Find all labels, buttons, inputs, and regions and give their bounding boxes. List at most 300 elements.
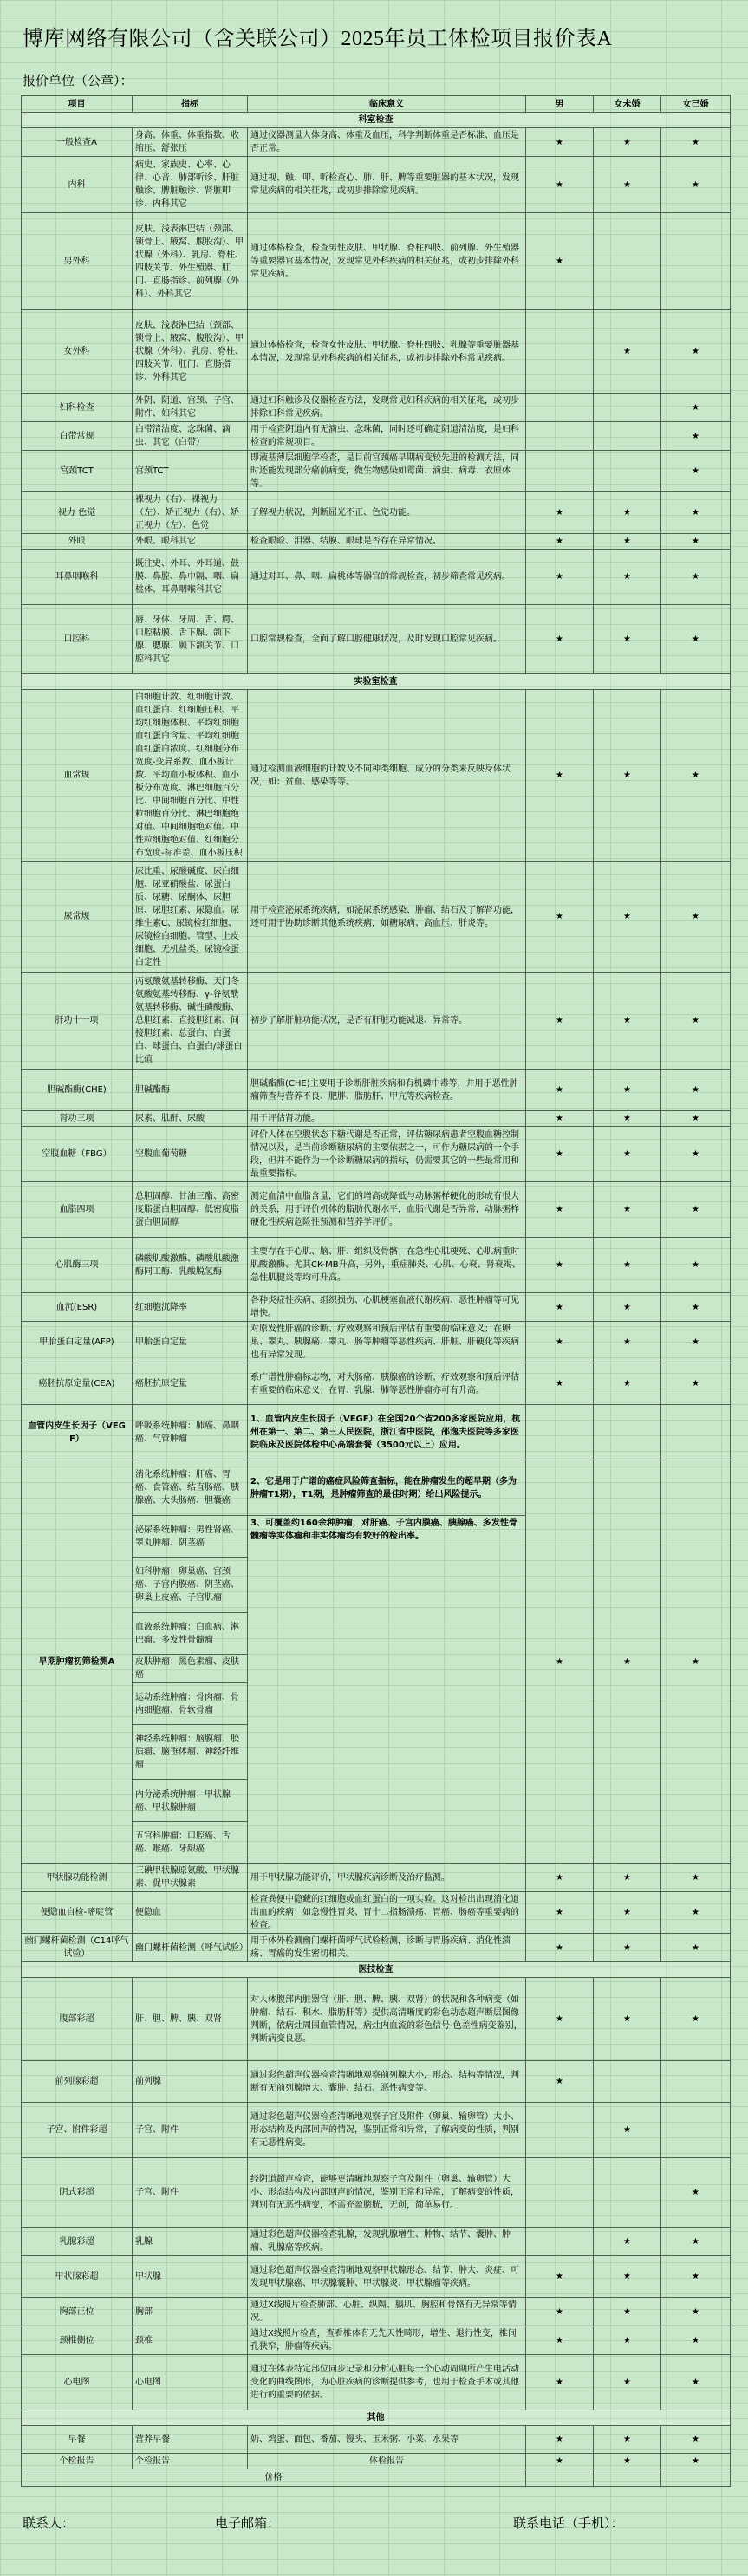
included-mark: ★ xyxy=(661,973,731,1070)
included-mark: ★ xyxy=(594,605,661,674)
item-cell: 白带常规 xyxy=(22,422,133,451)
included-mark: ★ xyxy=(526,1238,594,1293)
included-mark: ★ xyxy=(661,2426,731,2454)
included-mark: ★ xyxy=(594,1070,661,1111)
meaning-cell: 通过妇科触诊及仪器检查方法，发现常见妇科疾病的相关征兆，或初步排除妇科常见疾病。 xyxy=(248,394,526,422)
included-mark: ★ xyxy=(526,1127,594,1182)
included-mark: ★ xyxy=(594,1460,661,1864)
indicator-cell: 白带清洁度、念珠菌、滴虫、其它（白带） xyxy=(133,422,248,451)
item-cell: 视力 色觉 xyxy=(22,492,133,534)
empty-cell xyxy=(594,451,661,492)
table-row xyxy=(22,2410,731,2426)
included-mark: ★ xyxy=(526,2256,594,2298)
indicator-cell: 血液系统肿瘤：白血病、淋巴瘤、多发性骨髓瘤 xyxy=(133,1613,248,1655)
meaning-cell: 通过X线照片检查肺部、心脏、纵隔、膈肌、胸腔和骨骼有无异常等情况。 xyxy=(248,2298,526,2326)
item-cell: 早餐 xyxy=(22,2426,133,2454)
included-mark: ★ xyxy=(661,1182,731,1238)
indicator-cell: 乳腺 xyxy=(133,2228,248,2256)
price-female-married xyxy=(661,2469,731,2487)
included-mark: ★ xyxy=(661,394,731,422)
included-mark: ★ xyxy=(526,1934,594,1962)
contact-person-label: 联系人： xyxy=(23,2517,75,2531)
phone-label: 联系电话（手机）： xyxy=(513,2517,624,2531)
table-row xyxy=(22,1127,731,1182)
included-mark: ★ xyxy=(526,2061,594,2103)
table-row xyxy=(22,2103,731,2158)
price-table xyxy=(21,95,731,2487)
indicator-cell: 总胆固醇、甘油三酯、高密度脂蛋白胆固醇、低密度脂蛋白胆固醇 xyxy=(133,1182,248,1238)
included-mark: ★ xyxy=(661,1934,731,1962)
item-cell: 胆碱酯酶(CHE) xyxy=(22,1070,133,1111)
included-mark: ★ xyxy=(594,1293,661,1322)
table-row xyxy=(22,973,731,1070)
included-mark: ★ xyxy=(661,157,731,213)
indicator-cell: 病史、家族史、心率、心律、心音、肺部听诊、肝脏触诊、脾脏触诊、肾脏叩诊、内科其它 xyxy=(133,157,248,213)
included-mark: ★ xyxy=(526,973,594,1070)
included-mark: ★ xyxy=(594,973,661,1070)
table-row xyxy=(22,1460,731,1516)
meaning-cell: 口腔常规检查，全面了解口腔健康状况，及时发现口腔常见疾病。 xyxy=(248,605,526,674)
table-row xyxy=(22,1405,731,1460)
empty-cell xyxy=(594,422,661,451)
included-mark: ★ xyxy=(661,1460,731,1864)
indicator-cell: 磷酸肌酸激酶、磷酸肌酸激酶同工酶、乳酸脱氢酶 xyxy=(133,1238,248,1293)
included-mark: ★ xyxy=(526,128,594,157)
meaning-cell: 通过对耳、鼻、咽、扁桃体等器官的常规检查，初步筛查常见疾病。 xyxy=(248,550,526,605)
indicator-cell: 五官科肿瘤：口腔癌、舌癌、喉癌、牙龈癌 xyxy=(133,1822,248,1864)
table-row xyxy=(22,1111,731,1127)
table-row xyxy=(22,1892,731,1934)
meaning-cell: 用于体外检测幽门螺杆菌呼气试验检测，诊断与胃肠疾病、消化性溃疡、胃癌的发生密切相关。 xyxy=(248,1934,526,1962)
meaning-cell: 通过彩色超声仪器检查清晰地观察前列腺大小，形态、结构等情况，判断有无前列腺增大、囊肿、结石、恶性病变等。 xyxy=(248,2061,526,2103)
indicator-cell: 子宫、附件 xyxy=(133,2158,248,2228)
included-mark: ★ xyxy=(594,690,661,862)
empty-cell xyxy=(526,451,594,492)
included-mark: ★ xyxy=(594,862,661,973)
empty-cell xyxy=(594,394,661,422)
table-row xyxy=(22,2454,731,2469)
included-mark: ★ xyxy=(526,2355,594,2410)
included-mark: ★ xyxy=(661,550,731,605)
included-mark: ★ xyxy=(594,1363,661,1405)
empty-cell xyxy=(661,2103,731,2158)
included-mark: ★ xyxy=(661,128,731,157)
item-cell: 耳鼻咽喉科 xyxy=(22,550,133,605)
indicator-cell: 消化系统肿瘤：肝癌、胃癌、食管癌、结直肠癌、胰腺癌、大头肠癌、胆囊癌 xyxy=(133,1460,248,1516)
table-row xyxy=(22,1978,731,2061)
indicator-cell: 皮肤、浅表淋巴结（颈部、锁骨上、腋窝、腹股沟）、甲状腺（外科）、乳房、脊柱、四肢关节、外生殖器、肛门、直肠指诊、前列腺（外科）、外科其它 xyxy=(133,213,248,310)
indicator-cell: 营养早餐 xyxy=(133,2426,248,2454)
included-mark: ★ xyxy=(661,1111,731,1127)
meaning-cell: 系广谱性肿瘤标志物，对大肠癌、胰腺癌的诊断、疗效观察和预后评估有重要的临床意义；在胃、乳腺、肺等恶性肿瘤亦可有升高。 xyxy=(248,1363,526,1405)
included-mark: ★ xyxy=(594,2454,661,2469)
included-mark: ★ xyxy=(594,1864,661,1892)
included-mark: ★ xyxy=(661,1892,731,1934)
table-row xyxy=(22,2158,731,2228)
indicator-cell: 胸部 xyxy=(133,2298,248,2326)
table-row xyxy=(22,674,731,690)
included-mark: ★ xyxy=(526,2326,594,2355)
table-row xyxy=(22,492,731,534)
email-label: 电子邮箱： xyxy=(215,2517,281,2531)
indicator-cell: 皮肤肿瘤：黑色素瘤、皮肤癌 xyxy=(133,1655,248,1683)
item-cell: 宫颈TCT xyxy=(22,451,133,492)
section-title: 科室检查 xyxy=(22,113,731,128)
meaning-cell: 通过检测血液细胞的计数及不同种类细胞、成分的分类来反映身体状况，如：贫血、感染等等。 xyxy=(248,690,526,862)
item-cell: 子宫、附件彩超 xyxy=(22,2103,133,2158)
included-mark: ★ xyxy=(661,1864,731,1892)
included-mark: ★ xyxy=(661,862,731,973)
meaning-cell: 1、血管内皮生长因子（VEGF）在全国20个省200多家医院应用，杭州在第一、第二、第三人民医院，浙江省中医院，邵逸夫医院等多家医院临床及医院体检中心高端套餐（3500元以上）应用。 xyxy=(248,1405,526,1460)
included-mark: ★ xyxy=(526,213,594,310)
item-cell: 男外科 xyxy=(22,213,133,310)
meaning-cell: 通过视、触、叩、听检查心、肺、肝、脾等重要脏器的基本状况，发现常见疾病的相关征兆，或初步排除常见疾病。 xyxy=(248,157,526,213)
meaning-cell: 通过彩色超声仪器检查清晰地观察子宫及附件（卵巢、输卵管）大小、形态结构及内部回声的情况，鉴别正常和异常，了解病变的性质，判别有无恶性病变。 xyxy=(248,2103,526,2158)
indicator-cell: 白细胞计数、红细胞计数、血红蛋白、红细胞压积、平均红细胞体积、平均红细胞血红蛋白含量、平均红细胞血红蛋白浓度、红细胞分布宽度-变异系数、血小板计数、平均血小板体积、血小板分布宽度、淋巴细胞百分比、中间细胞百分比、中性粒细胞百分比、淋巴细胞绝对值、中间细胞绝对值、中性粒细胞绝对值、红细胞分布宽度-标准差、血小板压积 xyxy=(133,690,248,862)
included-mark: ★ xyxy=(594,2103,661,2158)
item-cell: 尿常规 xyxy=(22,862,133,973)
table-row xyxy=(22,2061,731,2103)
empty-cell xyxy=(526,1405,594,1460)
indicator-cell: 裸视力（右）、裸视力（左）、矫正视力（右）、矫正视力（左）、色觉 xyxy=(133,492,248,534)
section-title: 实验室检查 xyxy=(22,674,731,690)
included-mark: ★ xyxy=(594,1322,661,1363)
item-cell: 乳腺彩超 xyxy=(22,2228,133,2256)
included-mark: ★ xyxy=(661,451,731,492)
table-row xyxy=(22,2298,731,2326)
empty-cell xyxy=(526,2158,594,2228)
included-mark: ★ xyxy=(594,2256,661,2298)
included-mark: ★ xyxy=(661,2256,731,2298)
included-mark: ★ xyxy=(594,492,661,534)
table-row xyxy=(22,1363,731,1405)
table-row xyxy=(22,605,731,674)
item-cell: 血脂四项 xyxy=(22,1182,133,1238)
indicator-cell: 外阴、阴道、宫颈、子宫、附件、妇科其它 xyxy=(133,394,248,422)
included-mark: ★ xyxy=(594,1892,661,1934)
meaning-cell: 检查眼睑、泪器、结膜、眼球是否存在异常情况。 xyxy=(248,534,526,550)
included-mark: ★ xyxy=(594,2298,661,2326)
section-title: 医技检查 xyxy=(22,1962,731,1978)
item-cell: 癌胚抗原定量(CEA) xyxy=(22,1363,133,1405)
included-mark: ★ xyxy=(661,2298,731,2326)
included-mark: ★ xyxy=(661,1127,731,1182)
table-row xyxy=(22,1864,731,1892)
included-mark: ★ xyxy=(661,1070,731,1111)
item-cell: 甲状腺彩超 xyxy=(22,2256,133,2298)
meaning-cell: 即液基薄层细胞学检查，是目前宫颈癌早期病变较先进的检测方法，同时还能发现部分癌前病变，微生物感染如霉菌、滴虫、病毒、衣原体等。 xyxy=(248,451,526,492)
included-mark: ★ xyxy=(526,2454,594,2469)
table-row xyxy=(22,1934,731,1962)
meaning-cell: 胆碱酯酶(CHE)主要用于诊断肝脏疾病和有机磷中毒等，并用于恶性肿瘤筛查与营养不良、肥胖、脂肪肝、甲亢等疾病检查。 xyxy=(248,1070,526,1111)
document-title: 博库网络有限公司（含关联公司）2025年员工体检项目报价表A xyxy=(23,28,613,50)
price-label: 价格 xyxy=(22,2469,526,2487)
meaning-cell: 了解视力状况，判断屈光不正、色觉功能。 xyxy=(248,492,526,534)
included-mark: ★ xyxy=(661,690,731,862)
item-cell: 心肌酶三项 xyxy=(22,1238,133,1293)
indicator-cell: 丙氨酸氨基转移酶、天门冬氨酸氨基转移酶、γ-谷氨酰氨基转移酶、碱性磷酸酶、总胆红素、直接胆红素、间接胆红素、总蛋白、白蛋白、球蛋白、白蛋白/球蛋白比值 xyxy=(133,973,248,1070)
included-mark: ★ xyxy=(594,550,661,605)
indicator-cell: 心电图 xyxy=(133,2355,248,2410)
item-cell: 内科 xyxy=(22,157,133,213)
meaning-cell: 评价人体在空腹状态下糖代谢是否正常，评估糖尿病患者空腹血糖控制情况以及，是当前诊断糖尿病的主要依据之一，可作为糖尿病的一个手段，但并不能作为一个诊断糖尿病的指标，仍需要其它的一些最常用和最重要指标。 xyxy=(248,1127,526,1182)
indicator-cell: 外眼、眼科其它 xyxy=(133,534,248,550)
meaning-cell: 经阴道超声检查，能够更清晰地观察子宫及附件（卵巢、输卵管）大小、形态结构及内部回声的情况，鉴别正常和异常，了解病变的性质，判别有无恶性病变，不需充盈膀胱，无创，简单易行。 xyxy=(248,2158,526,2228)
included-mark: ★ xyxy=(594,1978,661,2061)
empty-cell xyxy=(594,2158,661,2228)
included-mark: ★ xyxy=(526,862,594,973)
table-row xyxy=(22,310,731,394)
meaning-cell: 用于甲状腺功能评价，甲状腺疾病诊断及治疗监测。 xyxy=(248,1864,526,1892)
table-row xyxy=(22,128,731,157)
indicator-cell: 皮肤、浅表淋巴结（颈部、锁骨上、腋窝、腹股沟）、甲状腺（外科）、乳房、脊柱、四肢关节、肛门、直肠指诊、外科其它 xyxy=(133,310,248,394)
indicator-cell: 红细胞沉降率 xyxy=(133,1293,248,1322)
header-female-unmarried: 女未婚 xyxy=(594,96,661,113)
header-male: 男 xyxy=(526,96,594,113)
included-mark: ★ xyxy=(526,1892,594,1934)
empty-cell xyxy=(661,213,731,310)
indicator-cell: 个检报告 xyxy=(133,2454,248,2469)
empty-cell xyxy=(526,2103,594,2158)
included-mark: ★ xyxy=(661,422,731,451)
header-row xyxy=(22,96,731,113)
table-row xyxy=(22,213,731,310)
item-cell: 口腔科 xyxy=(22,605,133,674)
price-row xyxy=(22,2469,731,2487)
item-cell: 血常规 xyxy=(22,690,133,862)
indicator-cell: 子宫、附件 xyxy=(133,2103,248,2158)
empty-cell xyxy=(661,2061,731,2103)
meaning-cell: 通过在体表特定部位同步记录和分析心脏每一个心动周期所产生电活动变化的曲线图形，为心脏疾病的诊断提供参考，也用于检查手术或其他进行的重要的依据。 xyxy=(248,2355,526,2410)
table-row xyxy=(22,394,731,422)
header-indicator: 指标 xyxy=(133,96,248,113)
indicator-cell: 甲状腺 xyxy=(133,2256,248,2298)
meaning-cell: 通过彩色超声仪器检查乳腺，发现乳腺增生、肿物、结节、囊肿、肿瘤、乳腺癌等疾病。 xyxy=(248,2228,526,2256)
table-row xyxy=(22,1070,731,1111)
table-row xyxy=(22,2256,731,2298)
included-mark: ★ xyxy=(526,1363,594,1405)
included-mark: ★ xyxy=(526,1111,594,1127)
meaning-cell: 初步了解肝脏功能状况，是否有肝脏功能减退、异常等。 xyxy=(248,973,526,1070)
indicator-cell: 唇、牙体、牙周、舌、腭、口腔粘膜、舌下腺、颌下腺、腮腺、颞下颌关节、口腔科其它 xyxy=(133,605,248,674)
indicator-cell: 甲胎蛋白定量 xyxy=(133,1322,248,1363)
included-mark: ★ xyxy=(661,1293,731,1322)
header-female-married: 女已婚 xyxy=(661,96,731,113)
included-mark: ★ xyxy=(594,128,661,157)
included-mark: ★ xyxy=(661,1238,731,1293)
empty-cell xyxy=(526,422,594,451)
included-mark: ★ xyxy=(526,1293,594,1322)
indicator-cell: 尿比重、尿酸碱度、尿白细胞、尿亚硝酸盐、尿蛋白质、尿糖、尿酮体、尿胆原、尿胆红素、尿隐血、尿维生素C、尿镜检红细胞、尿镜检白细胞、管型、上皮细胞、无机盐类、尿镜检蛋白定性 xyxy=(133,862,248,973)
empty-cell xyxy=(661,1405,731,1460)
meaning-cell: 对原发性肝癌的诊断、疗效观察和预后评估有重要的临床意义；在卵巢、睾丸、胰腺癌、睾丸、肠等肿瘤等恶性疾病、肝脏、肝硬化等疾病也有异常发现。 xyxy=(248,1322,526,1363)
table-row xyxy=(22,690,731,862)
meaning-cell: 测定血清中血脂含量，它们的增高或降低与动脉粥样硬化的形成有很大的关系，用于评价机体的脂肪代谢水平，血脂代谢是否异常，动脉粥样硬化性疾病危险性预测和营养学评价。 xyxy=(248,1182,526,1238)
item-cell: 肾功三项 xyxy=(22,1111,133,1127)
quote-unit-label: 报价单位（公章）： xyxy=(23,75,133,88)
included-mark: ★ xyxy=(526,1460,594,1864)
header-meaning: 临床意义 xyxy=(248,96,526,113)
included-mark: ★ xyxy=(526,2298,594,2326)
meaning-cell: 通过彩色超声仪器检查清晰地观察甲状腺形态、结节、肿大、炎症、可发现甲状腺癌、甲状腺囊肿、甲状腺炎、甲状腺瘤等疾病。 xyxy=(248,2256,526,2298)
item-cell: 前列腺彩超 xyxy=(22,2061,133,2103)
indicator-cell: 既往史、外耳、外耳道、鼓膜、鼻腔、鼻中隔、咽、扁桃体、耳鼻咽喉科其它 xyxy=(133,550,248,605)
early-tumor-screening-item: 早期肿瘤初筛检测A xyxy=(22,1460,133,1864)
meaning-cell: 检查粪便中隐藏的红细胞或血红蛋白的一项实验。这对检出出现消化道出血的疾病：如急慢性胃炎、胃十二指肠溃疡、胃癌、肠癌等重要病的检查。 xyxy=(248,1892,526,1934)
table-row xyxy=(22,422,731,451)
included-mark: ★ xyxy=(594,1182,661,1238)
indicator-cell: 妇科肿瘤：卵巢癌、宫颈癌、子宫内膜癌、阴茎癌、卵巢上皮癌、子宫肌瘤 xyxy=(133,1558,248,1613)
meaning-cell: 通过仪器测量人体身高、体重及血压，科学判断体重是否标准、血压是否正常。 xyxy=(248,128,526,157)
price-female-unmarried xyxy=(594,2469,661,2487)
included-mark: ★ xyxy=(526,2426,594,2454)
included-mark: ★ xyxy=(526,534,594,550)
item-cell: 空腹血糖（FBG） xyxy=(22,1127,133,1182)
included-mark: ★ xyxy=(594,2355,661,2410)
included-mark: ★ xyxy=(661,2158,731,2228)
indicator-cell: 癌胚抗原定量 xyxy=(133,1363,248,1405)
item-cell: 个检报告 xyxy=(22,2454,133,2469)
section-title: 其他 xyxy=(22,2410,731,2426)
table-row xyxy=(22,550,731,605)
included-mark: ★ xyxy=(594,157,661,213)
meaning-cell: 奶、鸡蛋、面包、番茄、馒头、玉米粥、小菜、水果等 xyxy=(248,2426,526,2454)
included-mark: ★ xyxy=(594,1934,661,1962)
meaning-cell: 2、它是用于广谱的癌症风险筛查指标，能在肿瘤发生的超早期（多为肿瘤T1期），T1期，是肿瘤筛查的最佳时期）给出风险提示。 xyxy=(248,1460,526,1516)
item-cell: 腹部彩超 xyxy=(22,1978,133,2061)
included-mark: ★ xyxy=(526,690,594,862)
included-mark: ★ xyxy=(526,1070,594,1111)
item-cell: 一般检查A xyxy=(22,128,133,157)
included-mark: ★ xyxy=(594,1127,661,1182)
indicator-cell: 尿素、肌酐、尿酸 xyxy=(133,1111,248,1127)
included-mark: ★ xyxy=(661,1363,731,1405)
table-row xyxy=(22,1962,731,1978)
item-cell: 颈椎侧位 xyxy=(22,2326,133,2355)
included-mark: ★ xyxy=(661,1322,731,1363)
item-cell: 血沉(ESR) xyxy=(22,1293,133,1322)
included-mark: ★ xyxy=(526,1978,594,2061)
meaning-cell: 体检报告 xyxy=(248,2454,526,2469)
item-cell: 血管内皮生长因子（VEGF） xyxy=(22,1405,133,1460)
indicator-cell: 三碘甲状腺原氨酸、甲状腺素、促甲状腺素 xyxy=(133,1864,248,1892)
included-mark: ★ xyxy=(661,310,731,394)
item-cell: 女外科 xyxy=(22,310,133,394)
meaning-cell: 用于检查阴道内有无滴虫、念珠菌，同时还可确定阴道清洁度，是妇科检查的常规项目。 xyxy=(248,422,526,451)
indicator-cell: 泌尿系统肿瘤：男性肾癌、睾丸肿瘤、阴茎癌 xyxy=(133,1516,248,1558)
empty-cell xyxy=(594,2061,661,2103)
item-cell: 甲胎蛋白定量(AFP) xyxy=(22,1322,133,1363)
table-row xyxy=(22,1182,731,1238)
table-row xyxy=(22,1322,731,1363)
included-mark: ★ xyxy=(594,310,661,394)
meaning-cell: 通过X线照片检查，查看椎体有无先天性畸形，增生、退行性变，椎间孔狭窄，肿瘤等疾病。 xyxy=(248,2326,526,2355)
table-row xyxy=(22,2228,731,2256)
indicator-cell: 前列腺 xyxy=(133,2061,248,2103)
table-row xyxy=(22,1238,731,1293)
included-mark: ★ xyxy=(661,2454,731,2469)
included-mark: ★ xyxy=(526,605,594,674)
meaning-cell: 通过体格检查，检查女性皮肤、甲状腺、脊柱四肢、乳腺等重要脏器基本情况，发现常见外科疾病的相关征兆，或初步排除外科常见疾病。 xyxy=(248,310,526,394)
table-row xyxy=(22,451,731,492)
included-mark: ★ xyxy=(661,534,731,550)
meaning-cell: 用于评估肾功能。 xyxy=(248,1111,526,1127)
meaning-cell: 用于检查泌尿系统疾病，如泌尿系统感染、肿瘤、结石及了解肾功能，还可用于协助诊断其他系统疾病，如糖尿病、高血压、肝炎等。 xyxy=(248,862,526,973)
indicator-cell: 呼吸系统肿瘤：肺癌、鼻咽癌、气管肿瘤 xyxy=(133,1405,248,1460)
included-mark: ★ xyxy=(594,534,661,550)
meaning-cell: 3、可覆盖约160余种肿瘤，对肝癌、子宫内膜癌、胰腺癌、多发性骨髓瘤等实体瘤和非实体瘤均有较好的检出率。 xyxy=(248,1516,526,1864)
included-mark: ★ xyxy=(594,2326,661,2355)
empty-cell xyxy=(594,1405,661,1460)
item-cell: 外眼 xyxy=(22,534,133,550)
empty-cell xyxy=(526,394,594,422)
indicator-cell: 神经系统肿瘤：脑膜瘤、胶质瘤、脑垂体瘤、神经纤维瘤 xyxy=(133,1725,248,1780)
included-mark: ★ xyxy=(526,1182,594,1238)
included-mark: ★ xyxy=(594,1238,661,1293)
item-cell: 心电图 xyxy=(22,2355,133,2410)
table-row xyxy=(22,1293,731,1322)
indicator-cell: 肝、胆、脾、胰、双肾 xyxy=(133,1978,248,2061)
included-mark: ★ xyxy=(661,2326,731,2355)
empty-cell xyxy=(594,213,661,310)
item-cell: 妇科检查 xyxy=(22,394,133,422)
included-mark: ★ xyxy=(526,550,594,605)
item-cell: 胸部正位 xyxy=(22,2298,133,2326)
empty-cell xyxy=(526,310,594,394)
included-mark: ★ xyxy=(661,2228,731,2256)
table-row xyxy=(22,2426,731,2454)
item-cell: 阴式彩超 xyxy=(22,2158,133,2228)
meaning-cell: 主要存在于心肌、脑、肝、组织及骨骼；在急性心肌梗死、心肌病重时肌酸激酶、尤其CK-MB升高，另外，重症肺炎、心肌、心衰、肾衰竭、急性肌腱炎等均可升高。 xyxy=(248,1238,526,1293)
meaning-cell: 各种炎症性疾病、组织损伤、心肌梗塞血液代谢疾病、恶性肿瘤等可见增快。 xyxy=(248,1293,526,1322)
included-mark: ★ xyxy=(661,2355,731,2410)
included-mark: ★ xyxy=(594,2228,661,2256)
item-cell: 肝功十一项 xyxy=(22,973,133,1070)
included-mark: ★ xyxy=(594,2426,661,2454)
indicator-cell: 便隐血 xyxy=(133,1892,248,1934)
included-mark: ★ xyxy=(661,1978,731,2061)
item-cell: 便隐血自检-嘧啶管 xyxy=(22,1892,133,1934)
included-mark: ★ xyxy=(526,1322,594,1363)
indicator-cell: 颈椎 xyxy=(133,2326,248,2355)
price-male xyxy=(526,2469,594,2487)
empty-cell xyxy=(526,2228,594,2256)
table-row xyxy=(22,157,731,213)
meaning-cell: 对人体腹部内脏器官（肝、胆、脾、胰、双肾）的状况和各种病变（如肿瘤、结石、积水、脂肪肝等）提供高清晰度的彩色动态超声断层图像判断，依病灶周围血管情况，病灶内血流的彩色信号-色差性病变鉴别，判断病变良恶。 xyxy=(248,1978,526,2061)
included-mark: ★ xyxy=(594,1111,661,1127)
included-mark: ★ xyxy=(661,605,731,674)
table-row xyxy=(22,862,731,973)
included-mark: ★ xyxy=(661,492,731,534)
indicator-cell: 空腹血葡萄糖 xyxy=(133,1127,248,1182)
included-mark: ★ xyxy=(526,1864,594,1892)
meaning-cell: 通过体格检查，检查男性皮肤、甲状腺、脊柱四肢、前列腺、外生殖器等重要器官基本情况，发现常见外科疾病的相关征兆，或初步排除外科常见疾病。 xyxy=(248,213,526,310)
table-row xyxy=(22,113,731,128)
item-cell: 甲状腺功能检测 xyxy=(22,1864,133,1892)
indicator-cell: 宫颈TCT xyxy=(133,451,248,492)
included-mark: ★ xyxy=(526,492,594,534)
table-row xyxy=(22,2326,731,2355)
indicator-cell: 胆碱酯酶 xyxy=(133,1070,248,1111)
indicator-cell: 身高、体重、体重指数、收缩压、舒张压 xyxy=(133,128,248,157)
included-mark: ★ xyxy=(526,157,594,213)
indicator-cell: 运动系统肿瘤：骨肉瘤、骨内细胞瘤、骨软骨瘤 xyxy=(133,1683,248,1725)
table-row xyxy=(22,534,731,550)
indicator-cell: 幽门螺杆菌检测（呼气试验） xyxy=(133,1934,248,1962)
indicator-cell: 内分泌系统肿瘤：甲状腺癌、甲状腺肿瘤 xyxy=(133,1780,248,1822)
table-row xyxy=(22,2355,731,2410)
item-cell: 幽门螺杆菌检测（C14呼气试验） xyxy=(22,1934,133,1962)
